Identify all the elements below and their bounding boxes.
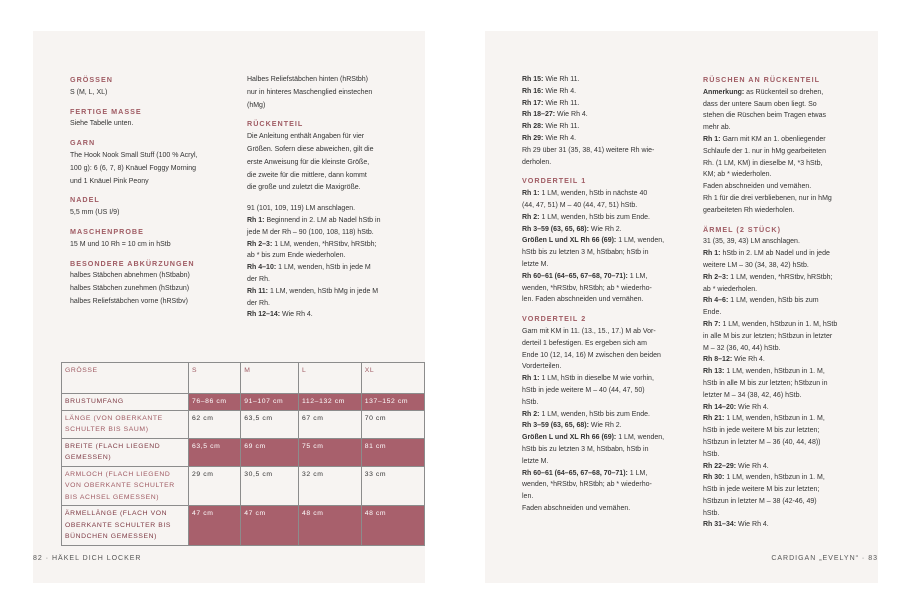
table-row-label: ARMLOCH (FLACH LIEGEND VON OBERKANTE SCHULTER BIS ACHSEL GEMESSEN) [62,466,189,506]
instruction-row [703,496,868,508]
instruction-row [703,413,868,425]
section-heading: BESONDERE ABKÜRZUNGEN [70,258,195,268]
row-text: ab * wiederholen. [703,285,758,293]
table-cell: 47 cm [241,506,299,546]
page-footer-right: CARDIGAN „EVELYN“ · 83 [771,555,878,562]
table-row-label: LÄNGE (VON OBERKANTE SCHULTER BIS SAUM) [62,410,189,438]
left-column-1 [70,74,235,309]
section-heading: NADEL [70,195,100,205]
row-text: 1 LM, wenden, hStbzun in 1. M, hStb [720,320,838,328]
instruction-row [703,331,868,343]
instruction-row [522,224,692,236]
row-text: Wie Rh 11. [543,76,580,83]
table-header-cell: L [299,363,362,394]
row-text: 1 LM, wenden, hStb in jede M [276,264,371,272]
row-label: Rh 16: [522,87,544,95]
instruction-row [522,109,692,121]
row-text: Beginnend in 2. LM ab Nadel hStb in [264,216,381,224]
row-label: Rh 60–61 (64–65, 67–68, 70–71): [522,272,628,280]
table-row-label: ÄRMELLÄNGE (FLACH VON OBERKANTE SCHULTER BIS BÜNDCHEN GEMESSEN) [62,506,189,546]
text-line: 15 M und 10 Rh = 10 cm in hStb [70,240,171,248]
row-text: letzte M. [522,457,549,465]
table-cell: 75 cm [299,438,362,466]
row-text: 1 LM, wenden, *hRStbv, hRStbh; [272,240,377,248]
size-table [61,362,425,546]
row-label: Rh 1: [703,135,721,143]
row-text: derholen. [522,158,552,166]
text-line: Die Anleitung enthält Angaben für vier [247,133,365,141]
row-text: gearbeiteten Rh wiederholen. [703,206,795,214]
table-row [62,506,425,546]
instruction-row [703,99,868,111]
row-label: Rh 18–27: [522,111,556,119]
table-cell: 67 cm [299,410,362,438]
left-column-2 [247,74,417,321]
row-label: Anmerkung: [703,88,745,96]
instruction-row [522,121,692,133]
row-label: Rh 1: [703,250,721,258]
right-column-2 [703,74,868,531]
right-column-1 [522,74,692,515]
instruction-row [522,420,692,432]
text-line: Halbes Reliefstäbchen hinten (hRStbh) [247,76,369,83]
row-text: wenden, *hRStbv, hRStbh; ab * wiederho- [522,481,652,489]
instruction-row [247,298,417,310]
section-heading: FERTIGE MASSE [70,106,142,116]
row-text: 1 LM, hStb in dieselbe M wie vorhin, [539,375,654,383]
instruction-row [703,472,868,484]
row-text: Wie Rh 2. [588,422,622,430]
table-cell: 33 cm [361,466,424,506]
row-text: Wie Rh 4. [736,521,769,529]
table-header-cell: M [241,363,299,394]
row-text: 91 (101, 109, 119) LM anschlagen. [247,205,356,213]
row-text: hStb in 2. LM ab Nadel und in jede [720,250,830,258]
table-cell: 81 cm [361,438,424,466]
row-text: hStb in jede weitere M – 40 (44, 47, 50) [522,386,645,394]
instruction-row [522,432,692,444]
row-text: hStbzun in letzter M – 38 (42-46, 49) [703,497,817,505]
row-text: ab * bis zum Ende wiederholen. [247,252,346,260]
instruction-row [703,193,868,205]
row-text: (44, 47, 51) M – 40 (44, 47, 51) hStb. [522,201,638,209]
row-label: Rh 1: [247,216,265,224]
row-label: Rh 13: [703,368,725,376]
row-label: Rh 4–10: [247,264,277,272]
row-label: Rh 2–3: [703,273,729,281]
table-cell: 63,5 cm [241,410,299,438]
row-text: 1 LM, wenden, hStb bis zum [728,297,819,305]
row-text: 1 LM, [627,469,648,477]
row-text: wenden, *hRStbv, hRStbh; ab * wiederho- [522,284,652,292]
instruction-row [522,361,692,373]
row-text: 1 LM, wenden, hStb bis zum Ende. [539,213,651,221]
table-cell: 63,5 cm [189,438,241,466]
instruction-row [703,236,868,248]
instruction-row [522,74,692,86]
row-label: Rh 7: [703,320,721,328]
table-cell: 62 cm [189,410,241,438]
table-cell: 48 cm [361,506,424,546]
row-text: 1 LM, wenden, hStb in nächste 40 [539,190,648,198]
instruction-row [703,122,868,134]
row-label: Rh 22–29: [703,462,737,470]
instruction-row [522,409,692,421]
row-text: Ende 10 (12, 14, 16) M zwischen den beiden [522,351,661,359]
section-heading: ÄRMEL (2 STÜCK) [703,224,781,234]
instruction-row [247,309,417,321]
instruction-row [522,338,692,350]
row-text: Wie Rh 4. [543,87,577,95]
row-text: stehen die Rüschen beim Tragen etwas [703,112,826,120]
row-label: Rh 2: [522,410,540,418]
row-label: Rh 29: [522,134,544,142]
instruction-row [703,158,868,170]
text-line: Siehe Tabelle unten. [70,120,134,128]
instruction-row [703,425,868,437]
section-heading: VORDERTEIL 2 [522,314,587,324]
instruction-row [703,110,868,122]
table-cell: 48 cm [299,506,362,546]
instruction-row [522,259,692,271]
row-text: hStb. [703,509,720,517]
row-text: hStb in alle M bis zur letzten; hStbzun in [703,379,828,387]
row-text: Garn mit KM in 11. (13., 15., 17.) M ab Vor- [522,327,656,335]
instruction-row [522,294,692,306]
row-text: der Rh. [247,299,270,307]
row-text: hStb bis zu letzten 3 M, hStbabn; hStb in [522,249,649,257]
text-line: erste Anweisung für die kleinste Größe, [247,158,370,166]
row-text: as Rückenteil so drehen, [744,88,824,96]
table-header-row [62,363,425,394]
row-label: Rh 1: [522,190,540,198]
row-label: Rh 17: [522,99,544,107]
instruction-row [247,262,417,274]
instruction-row [703,343,868,355]
row-text: Wie Rh 11. [543,123,580,131]
row-label: Rh 8–12: [703,356,733,364]
section-heading: MASCHENPROBE [70,226,144,236]
text-line: The Hook Nook Small Stuff (100 % Acryl, [70,151,198,159]
spacer [247,195,417,203]
instruction-row [522,468,692,480]
instruction-row [247,239,417,251]
instruction-row [247,250,417,262]
table-row [62,438,425,466]
instruction-row [703,169,868,181]
instruction-row [703,519,868,531]
text-line: (hMg) [247,101,266,109]
instruction-row [247,215,417,227]
row-text: 1 LM, wenden, hStb hMg in jede M [268,287,379,295]
instruction-row [703,402,868,414]
row-label: Rh 30: [703,474,725,482]
row-label: Rh 14–20: [703,403,737,411]
text-line: S (M, L, XL) [70,88,108,96]
row-text: weitere LM – 30 (34, 38, 42) hStb. [703,261,809,269]
section-heading: GARN [70,138,96,148]
instruction-row [703,181,868,193]
row-label: Rh 3–59 (63, 65, 68): [522,422,589,430]
row-text: mehr ab. [703,124,731,132]
instruction-row [703,284,868,296]
row-text: 1 LM, wenden, [616,434,665,442]
instruction-row [522,98,692,110]
left-page [33,31,425,583]
table-row [62,410,425,438]
text-line: die große und zuletzt die Maxigröße. [247,184,361,192]
table-row [62,466,425,506]
instruction-row [522,157,692,169]
instruction-row [703,461,868,473]
instruction-row [703,146,868,158]
instruction-row [522,86,692,98]
row-label: Rh 21: [703,415,725,423]
instruction-row [522,326,692,338]
row-text: 1 LM, wenden, [616,237,665,245]
row-label: Rh 12–14: [247,311,281,319]
instruction-row [522,145,692,157]
row-text: len. Faden abschneiden und vernähen. [522,296,644,304]
row-text: Rh 29 über 31 (35, 38, 41) weitere Rh wie- [522,146,655,154]
row-label: Rh 1: [522,375,540,383]
row-text: 1 LM, [627,272,648,280]
row-text: derteil 1 befestigen. Es ergeben sich am [522,339,647,347]
table-row-label: BRUSTUMFANG [62,394,189,411]
row-text: hStb. [703,450,720,458]
table-cell: 32 cm [299,466,362,506]
row-text: dass der untere Saum oben liegt. So [703,100,817,108]
table-cell: 91–107 cm [241,394,299,411]
table-header-cell: XL [361,363,424,394]
row-text: KM; ab * wiederholen. [703,171,772,179]
row-label: Größen L und XL Rh 66 (69): [522,434,617,442]
table-row-label: BREITE (FLACH LIEGEND GEMESSEN) [62,438,189,466]
instruction-row [247,227,417,239]
row-text: 1 LM, wenden, hStbzun in 1. M, [724,368,825,376]
row-label: Rh 2–3: [247,240,273,248]
instruction-row [522,373,692,385]
instruction-row [522,188,692,200]
row-text: letzte M. [522,260,549,268]
row-text: Wie Rh 4. [555,111,588,119]
section-heading: VORDERTEIL 1 [522,176,587,186]
row-text: Schlaufe der 1. nur in hMg gearbeiteten [703,147,826,155]
row-text: jede M der Rh – 90 (100, 108, 118) hStb. [247,228,374,236]
instruction-row [522,397,692,409]
instruction-row [247,274,417,286]
instruction-row [703,87,868,99]
row-text: 1 LM, wenden, hStb bis zum Ende. [539,410,651,418]
table-header-cell: S [189,363,241,394]
row-text: Garn mit KM an 1. obenliegender [720,135,826,143]
instruction-row [703,354,868,366]
instruction-row [522,271,692,283]
row-text: 1 LM, wenden, hStbzun in 1. M, [724,415,825,423]
row-label: Rh 60–61 (64–65, 67–68, 70–71): [522,469,628,477]
instruction-row [703,307,868,319]
row-text: Wie Rh 4. [736,462,769,470]
row-text: M – 32 (36, 40, 44) hStb. [703,344,781,352]
row-text: Wie Rh 4. [543,134,577,142]
instruction-row [522,133,692,145]
instruction-row [703,378,868,390]
instruction-row [247,286,417,298]
row-text: Wie Rh 4. [280,311,313,319]
row-label: Größen L und XL Rh 66 (69): [522,237,617,245]
instruction-row [522,283,692,295]
instruction-row [703,449,868,461]
instruction-row [703,134,868,146]
instruction-row [522,212,692,224]
text-line: 100 g): 6 (6, 7, 8) Knäuel Foggy Morning [70,164,197,172]
row-text: hStb in jede weitere M bis zur letzten; [703,486,820,494]
row-text: Faden abschneiden und vernähen. [522,504,631,512]
table-cell: 69 cm [241,438,299,466]
row-text: der Rh. [247,275,270,283]
row-text: Faden abschneiden und vernähen. [703,183,812,191]
row-text: hStb bis zu letzten 3 M, hStbabn, hStb in [522,445,649,453]
instruction-row [703,248,868,260]
instruction-row [703,260,868,272]
row-text: 31 (35, 39, 43) LM anschlagen. [703,238,800,246]
row-text: 1 LM, wenden, hStbzun in 1. M, [724,474,825,482]
instruction-row [703,272,868,284]
text-line: halbes Stäbchen abnehmen (hStbabn) [70,272,190,280]
section-heading: RÜCKENTEIL [247,119,304,129]
table-cell: 76–86 cm [189,394,241,411]
row-label: Rh 2: [522,213,540,221]
text-line: nur in hinteres Maschenglied einstechen [247,88,373,96]
table-row [62,394,425,411]
page-footer-left: 82 · HÄKEL DICH LOCKER [33,555,142,562]
row-text: hStbzun in letzter M – 36 (40, 44, 48)) [703,438,821,446]
row-text: Wie Rh 4. [736,403,769,411]
row-label: Rh 28: [522,123,544,131]
row-text: Vorderteilen. [522,363,562,371]
table-cell: 29 cm [189,466,241,506]
text-line: und 1 Knäuel Pink Peony [70,177,149,185]
text-line: 5,5 mm (US I/9) [70,209,120,217]
instruction-row [522,444,692,456]
row-label: Rh 11: [247,287,269,295]
instruction-row [703,437,868,449]
row-text: Rh. (1 LM, KM) in dieselbe M, *3 hStb, [703,159,823,167]
row-text: 1 LM, wenden, *hRStbv, hRStbh; [728,273,833,281]
instruction-row [522,200,692,212]
row-text: hStb in jede weitere M bis zur letzten; [703,427,820,435]
row-text: len. [522,493,534,501]
text-line: die zweite für die mittlere, dann kommt [247,171,367,179]
instruction-row [703,390,868,402]
row-text: Wie Rh 2. [588,225,622,233]
instruction-row [522,479,692,491]
row-text: Wie Rh 11. [543,99,580,107]
text-line: halbes Stäbchen zunehmen (hStbzun) [70,285,190,293]
row-label: Rh 4–6: [703,297,729,305]
instruction-row [522,491,692,503]
table-cell: 70 cm [361,410,424,438]
instruction-row [522,385,692,397]
row-text: hStb. [522,398,539,406]
instruction-row [522,350,692,362]
instruction-row [703,319,868,331]
row-label: Rh 15: [522,76,544,83]
row-label: Rh 31–34: [703,521,737,529]
text-line: halbes Reliefstäbchen vorne (hRStbv) [70,297,188,305]
instruction-row [522,247,692,259]
table-cell: 30,5 cm [241,466,299,506]
row-text: Ende. [703,309,722,317]
section-heading: RÜSCHEN AN RÜCKENTEIL [703,75,820,84]
table-cell: 137–152 cm [361,394,424,411]
section-heading: GRÖSSEN [70,75,113,84]
instruction-row [522,235,692,247]
instruction-row [522,456,692,468]
right-page [485,31,878,583]
row-text: in alle M bis zur letzten; hStbzun in letzter [703,332,833,340]
instruction-row [703,295,868,307]
row-text: Wie Rh 4. [732,356,765,364]
row-label: Rh 3–59 (63, 65, 68): [522,225,589,233]
instruction-row [703,366,868,378]
row-text: Rh 1 für die drei verbliebenen, nur in hMg [703,194,832,202]
text-line: Größen. Sofern diese abweichen, gilt die [247,145,374,153]
row-text: letzter M – 34 (38, 42, 46) hStb. [703,391,802,399]
instruction-row [703,205,868,217]
table-cell: 47 cm [189,506,241,546]
table-cell: 112–132 cm [299,394,362,411]
instruction-row [522,503,692,515]
instruction-row [247,203,417,215]
instruction-row [703,484,868,496]
instruction-row [703,508,868,520]
table-header-cell: GRÖSSE [62,363,189,394]
